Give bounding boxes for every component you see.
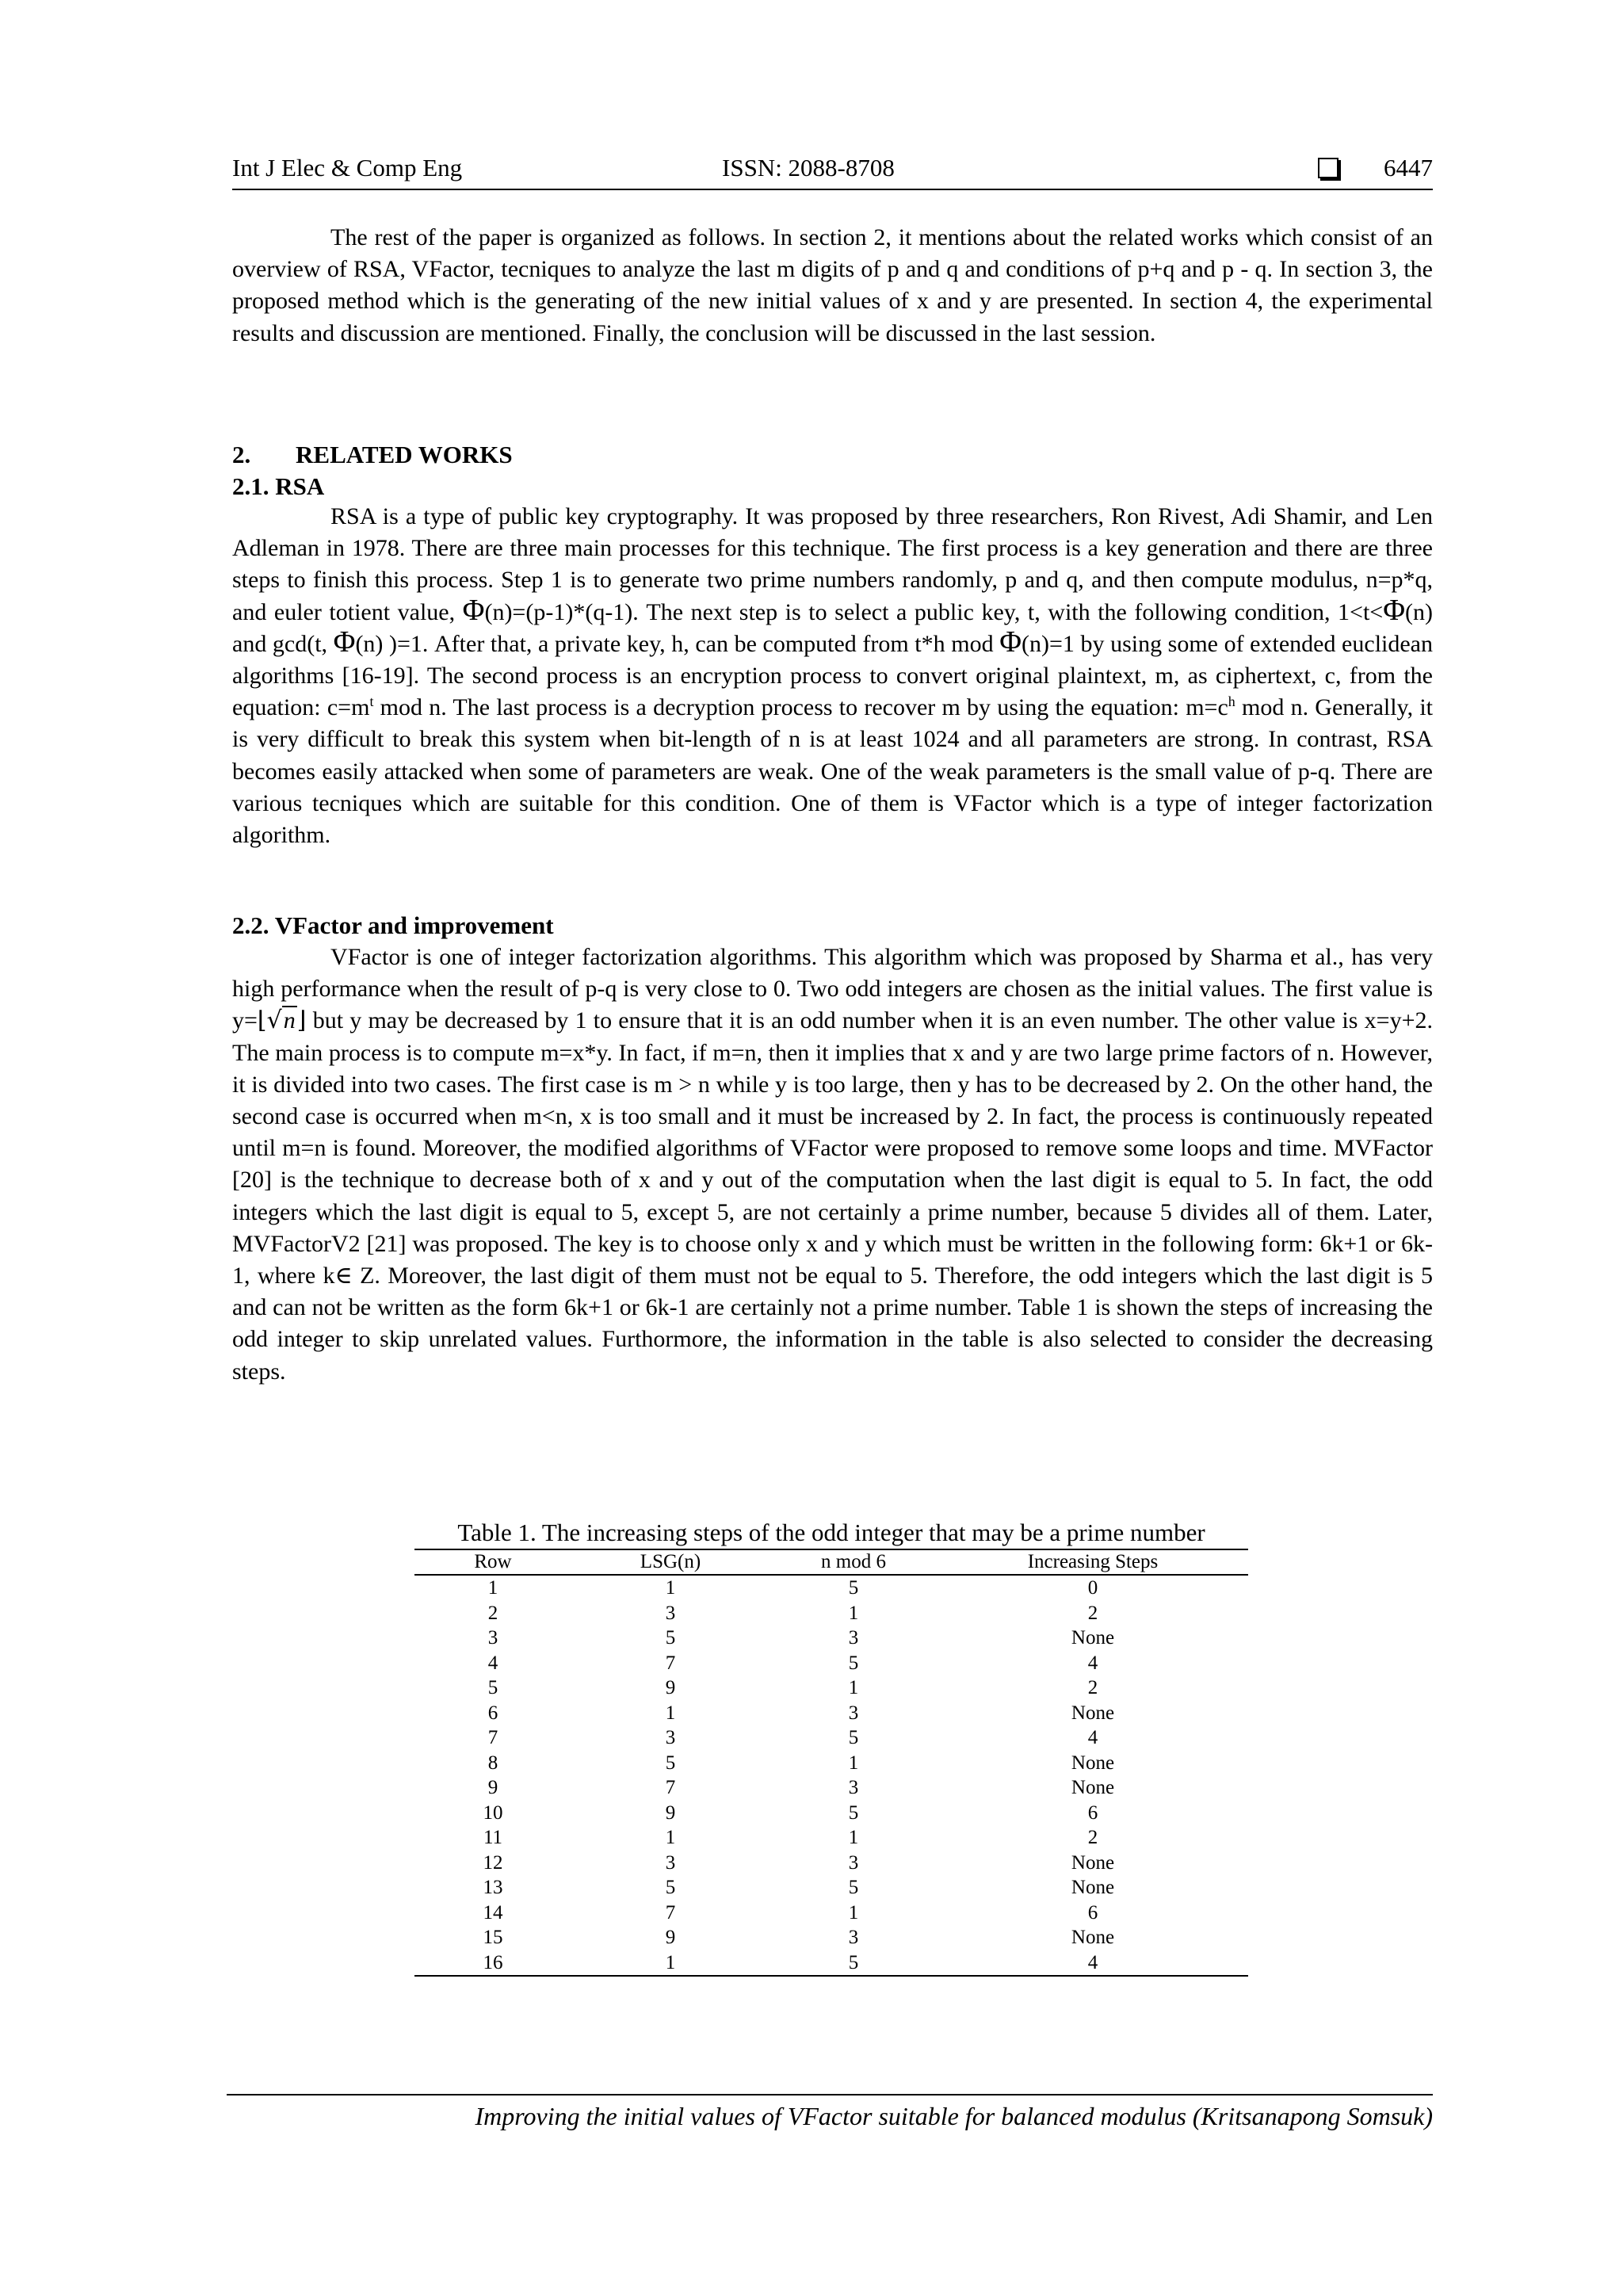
table-cell: 5 (848, 1577, 859, 1599)
table-row (414, 1825, 1248, 1851)
table-row (414, 1875, 1248, 1901)
table-cell: 7 (665, 1652, 676, 1674)
table-cell: 1 (848, 1602, 859, 1624)
table-cell: 1 (571, 1950, 769, 1977)
element-of-z: ∈ Z (334, 1263, 375, 1289)
table-cell: 3 (665, 1727, 676, 1749)
table-row (414, 1675, 1248, 1701)
table-cell: 2 (1087, 1677, 1098, 1699)
table-cell: 1 (848, 1752, 859, 1774)
phi-symbol: Φ (1383, 593, 1406, 627)
subsection-heading-vfactor: 2.2. VFactor and improvement (232, 911, 554, 939)
table-cell: None (1071, 1752, 1115, 1774)
table-cell: 4 (1087, 1652, 1098, 1674)
table-cell: None (1071, 1927, 1115, 1949)
table-cell: 8 (487, 1752, 498, 1774)
table-cell: 1 (665, 1702, 676, 1724)
table-cell: 3 (487, 1627, 498, 1649)
table-cell: 6 (487, 1702, 498, 1724)
footer-rule (227, 2094, 1433, 2095)
table-cell: 11 (483, 1827, 503, 1849)
phi-symbol: Φ (462, 593, 485, 627)
table-cell: 13 (483, 1877, 503, 1899)
table-cell: 1 (487, 1577, 498, 1599)
table-cell: 5 (848, 1652, 859, 1674)
table-cell: 3 (848, 1777, 859, 1799)
table-header-row (414, 1549, 1248, 1575)
table-row (414, 1701, 1248, 1726)
table-cell: 14 (483, 1901, 503, 1924)
table-cell: 3 (848, 1627, 859, 1649)
table-row (414, 1575, 1248, 1601)
table-row (414, 1950, 1248, 1977)
table-cell: 12 (483, 1851, 503, 1874)
phi-symbol: Φ (333, 625, 356, 659)
table-cell: 5 (848, 1801, 859, 1824)
table-cell: 9 (665, 1801, 676, 1824)
floor-right-bracket: ⌋ (296, 1007, 307, 1035)
table-row (414, 1725, 1248, 1751)
table-cell: 3 (848, 1851, 859, 1874)
running-footer: Improving the initial values of VFactor suitable for balanced modulus (Kritsanapong Somsuk) (475, 2102, 1433, 2130)
table-cell: None (1071, 1627, 1115, 1649)
table-cell: 2 (487, 1602, 498, 1624)
table-row (414, 1751, 1248, 1776)
table-cell: 5 (665, 1877, 676, 1899)
table-cell: 5 (848, 1877, 859, 1899)
table-cell: 3 (848, 1927, 859, 1949)
table-cell: 5 (487, 1677, 498, 1699)
table-row (414, 1851, 1248, 1876)
table-cell: 7 (665, 1777, 676, 1799)
table-cell: 9 (665, 1677, 676, 1699)
table-cell: 16 (414, 1950, 571, 1977)
table-row (414, 1801, 1248, 1826)
table-cell: 7 (665, 1901, 676, 1924)
table-cell: 5 (848, 1727, 859, 1749)
table-cell: 1 (848, 1677, 859, 1699)
table-cell: 4 (1087, 1727, 1098, 1749)
intro-paragraph: The rest of the paper is organized as follows. In section 2, it mentions about the related works which consist of an overview of RSA, VFactor, tecniques to analyze the last m digits of p and q and conditions of p+q and p - q. In section 3, the proposed method which is the generating of the new initial values of x and y are presented. In section 4, the experimental results and discussion are mentioned. Finally, the conclusion will be discussed in the last session. (232, 224, 1433, 346)
header-rule (232, 189, 1433, 190)
table-cell: 10 (483, 1801, 503, 1824)
journal-name: Int J Elec & Comp Eng (232, 154, 463, 181)
table-cell: 1 (665, 1827, 676, 1849)
table-cell: None (1071, 1777, 1115, 1799)
table-cell: 1 (848, 1827, 859, 1849)
issn: ISSN: 2088-8708 (722, 154, 895, 181)
table-cell: 4 (487, 1652, 498, 1674)
floor-left-bracket: ⌊ (257, 1007, 267, 1035)
table-cell: 1 (848, 1901, 859, 1924)
table-cell: 0 (1087, 1577, 1098, 1599)
table-cell: 5 (665, 1627, 676, 1649)
table-cell: 2 (1087, 1602, 1098, 1624)
column-header: Increasing Steps (938, 1549, 1248, 1575)
table-cell: None (1071, 1702, 1115, 1724)
table-cell: None (1071, 1851, 1115, 1874)
table-cell: 7 (487, 1727, 498, 1749)
page-number: 6447 (1384, 154, 1433, 181)
square-bullet-icon (1318, 158, 1338, 178)
table-cell: 5 (769, 1950, 938, 1977)
table-row (414, 1775, 1248, 1801)
table-row (414, 1601, 1248, 1626)
table-cell: 3 (665, 1851, 676, 1874)
section-heading-related-works: 2. RELATED WORKS (232, 441, 513, 468)
phi-symbol: Φ (999, 625, 1022, 659)
table-row (414, 1651, 1248, 1676)
table-cell: 9 (665, 1927, 676, 1949)
sqrt-radicand: n (283, 1007, 296, 1034)
sqrt-sign: √ (266, 1007, 282, 1035)
table-cell: 3 (665, 1602, 676, 1624)
running-header (232, 154, 1433, 190)
table-row (414, 1626, 1248, 1651)
table-1 (414, 1549, 1248, 1977)
table-cell: 4 (938, 1950, 1248, 1977)
column-header: Row (414, 1549, 571, 1575)
rsa-paragraph: RSA is a type of public key cryptography. It was proposed by three researchers, Ron Rivest, Adi Shamir, and Len Adleman in 1978. There are three main processes for this technique. The first process is a key generation and there are three steps to finish this process. Step 1 is to generate two prime numbers randomly, p and q, and then compute modulus, n=p*q, and euler totient value, Φ(n)=(p-1)*(q-1). The next step is to select a public key, t, with the following condition, 1<t<Φ(n) and gcd(t, Φ(n) )=1. After that, a private key, h, can be computed from t*h mod Φ(n)=1 by using some of extended euclidean algorithms [16-19]. The second process is an encryption process to convert original plaintext, m, as ciphertext, c, from the equation: $c=m^t$ mod n. The last process is a decryption process to recover m by using the equation: $m=c^h$ mod n. Generally, it is very difficult to break this system when bit-length of n is at least 1024 and all parameters are strong. In contrast, RSA becomes easily attacked when some of parameters are weak. One of the weak parameters is the small value of p-q. There are various tecniques which are suitable for this condition. One of them is VFactor which is a type of integer factorization algorithm. (232, 503, 1433, 849)
table-cell: 9 (487, 1777, 498, 1799)
table-cell: None (1071, 1877, 1115, 1899)
vfactor-paragraph: VFactor is one of integer factorization algorithms. This algorithm which was proposed by Sharma et al., has very high performance when the result of p-q is very close to 0. Two odd integers are chosen as the initial values. The first value is y=⌊√n⌋ but y may be decreased by 1 to ensure that it is an odd number when it is an even number. The other value is x=y+2. The main process is to compute m=x*y. In fact, if m=n, then it implies that x and y are two large prime factors of n. However, it is divided into two cases. The first case is m > n while y is too large, then y has to be decreased by 2. On the other hand, the second case is occurred when m<n, x is too small and it must be increased by 2. In fact, the process is continuously repeated until m=n is found. Moreover, the modified algorithms of VFactor were proposed to remove some loops and time. MVFactor [20] is the technique to decrease both of x and y out of the computation when the last digit is equal to 5. In fact, the odd integers which the last digit is equal to 5, except 5, are not certainly a prime number, because 5 divides all of them. Later, MVFactorV2 [21] was proposed. The key is to choose only x and y which must be written in the following form: 6k+1 or 6k-1, where k∈ Z. Moreover, the last digit of them must not be equal to 5. Therefore, the odd integers which the last digit is 5 and can not be written as the form 6k+1 or 6k-1 are certainly not a prime number. Table 1 is shown the steps of increasing the odd integer to skip unrelated values. Furthormore, the information in the table is also selected to consider the decreasing steps. (232, 944, 1433, 1385)
table-row (414, 1901, 1248, 1926)
table-caption: Table 1. The increasing steps of the odd integer that may be a prime number (457, 1519, 1205, 1546)
column-header: n mod 6 (769, 1549, 938, 1575)
table-cell: 6 (1087, 1801, 1098, 1824)
table-row (414, 1925, 1248, 1950)
table-cell: 3 (848, 1702, 859, 1724)
table-cell: 2 (1087, 1827, 1098, 1849)
table-cell: 15 (483, 1927, 503, 1949)
table-cell: 1 (665, 1577, 676, 1599)
column-header: LSG(n) (571, 1549, 769, 1575)
table-cell: 6 (1087, 1901, 1098, 1924)
table-cell: 5 (665, 1752, 676, 1774)
subsection-heading-rsa: 2.1. RSA (232, 472, 325, 500)
